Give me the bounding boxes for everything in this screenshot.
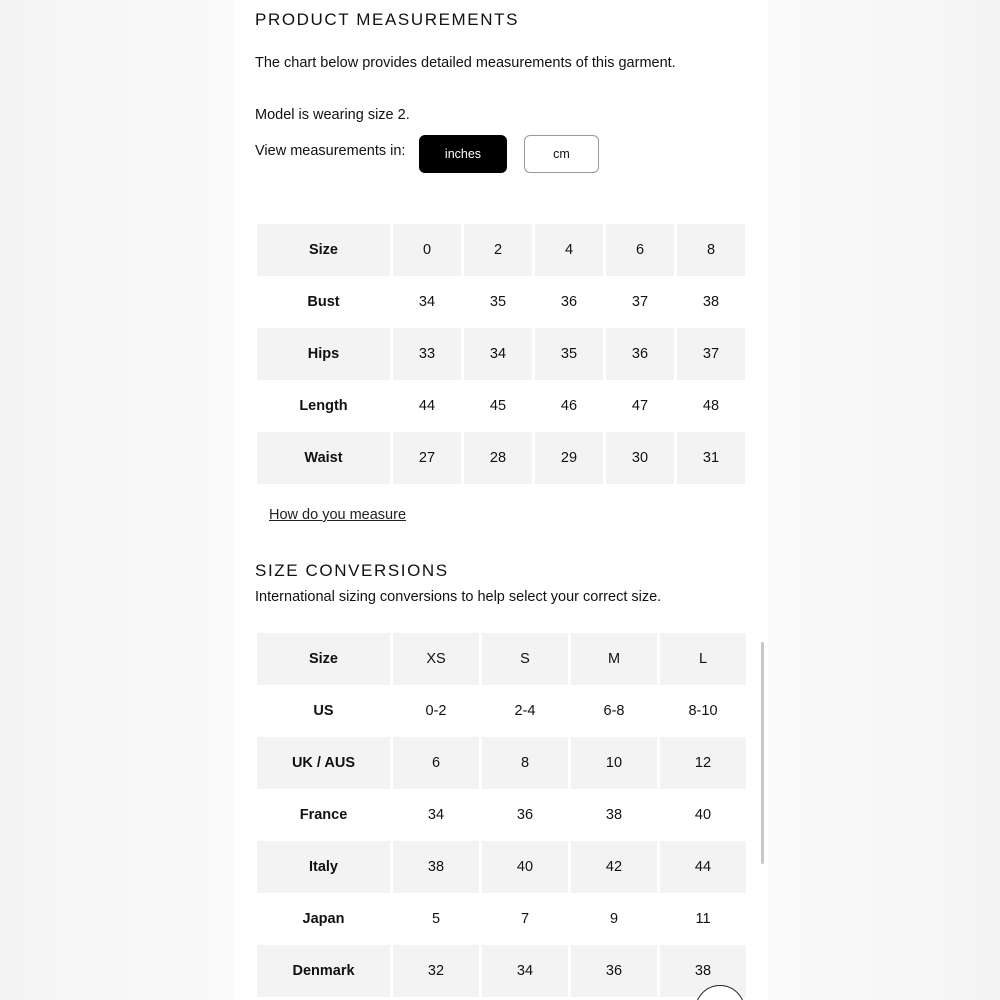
value-cell: 34	[482, 945, 568, 997]
value-cell: 7	[520, 911, 530, 927]
value-cell: 36	[516, 807, 534, 823]
measurements-table	[254, 224, 748, 484]
value-cell: 6	[393, 737, 479, 789]
value-cell: 48	[702, 398, 720, 414]
value-cell: 34	[427, 807, 445, 823]
table-row	[257, 276, 745, 328]
value-cell: 37	[677, 328, 745, 380]
backdrop-left	[0, 0, 234, 1000]
value-cell: 6-8	[603, 703, 625, 719]
value-cell: 32	[393, 945, 479, 997]
size-cell: 0	[393, 224, 461, 276]
cm-button[interactable]: cm	[524, 135, 599, 173]
value-cell: 40	[482, 841, 568, 893]
row-header: Italy	[257, 841, 390, 893]
conversions-table	[254, 633, 749, 997]
unit-toggle-label: View measurements in:	[255, 143, 406, 159]
size-guide-panel	[234, 0, 768, 1000]
value-cell: 5	[431, 911, 441, 927]
value-cell: 34	[464, 328, 532, 380]
product-measurements-heading: PRODUCT MEASUREMENTS	[255, 10, 520, 29]
measurements-intro: The chart below provides detailed measurements of this garment.	[255, 55, 676, 71]
size-cell: L	[660, 633, 746, 685]
value-cell: 8-10	[688, 703, 718, 719]
value-cell: 8	[482, 737, 568, 789]
value-cell: 27	[393, 432, 461, 484]
value-cell: 36	[606, 328, 674, 380]
row-header: France	[299, 807, 348, 823]
row-header: Japan	[302, 911, 345, 927]
table-row	[257, 685, 746, 737]
size-cell: S	[482, 633, 568, 685]
size-cell: 2	[464, 224, 532, 276]
table-row	[257, 432, 745, 484]
value-cell: 30	[606, 432, 674, 484]
value-cell: 0-2	[425, 703, 447, 719]
value-cell: 38	[660, 945, 746, 997]
row-header: Denmark	[257, 945, 390, 997]
value-cell: 46	[560, 398, 578, 414]
value-cell: 12	[660, 737, 746, 789]
row-header: Length	[299, 398, 348, 414]
value-cell: 45	[489, 398, 507, 414]
backdrop-right	[768, 0, 1000, 1000]
table-row	[257, 328, 745, 380]
size-cell: XS	[393, 633, 479, 685]
row-header: Bust	[307, 294, 340, 310]
value-cell: 2-4	[514, 703, 536, 719]
value-cell: 40	[694, 807, 712, 823]
value-cell: 28	[464, 432, 532, 484]
how-to-measure-link[interactable]: How do you measure	[269, 507, 407, 523]
scrollbar[interactable]	[761, 642, 764, 864]
value-cell: 44	[660, 841, 746, 893]
value-cell: 44	[418, 398, 436, 414]
value-cell: 37	[631, 294, 649, 310]
size-cell: 8	[677, 224, 745, 276]
conversions-intro: International sizing conversions to help select your correct size.	[255, 589, 662, 605]
value-cell: 42	[571, 841, 657, 893]
size-cell: 6	[606, 224, 674, 276]
table-row	[257, 893, 746, 945]
table-row	[257, 224, 745, 276]
row-header: UK / AUS	[257, 737, 390, 789]
value-cell: 36	[571, 945, 657, 997]
value-cell: 29	[535, 432, 603, 484]
value-cell: 38	[393, 841, 479, 893]
value-cell: 38	[702, 294, 720, 310]
row-header: Size	[257, 633, 390, 685]
inches-button[interactable]: inches	[419, 135, 507, 173]
table-row	[257, 737, 746, 789]
model-size-note: Model is wearing size 2.	[255, 107, 410, 123]
value-cell: 33	[393, 328, 461, 380]
value-cell: 9	[609, 911, 619, 927]
value-cell: 47	[631, 398, 649, 414]
table-row	[257, 789, 746, 841]
value-cell: 31	[677, 432, 745, 484]
table-row	[257, 380, 745, 432]
value-cell: 34	[418, 294, 436, 310]
value-cell: 35	[489, 294, 507, 310]
row-header: Waist	[257, 432, 390, 484]
table-row	[257, 945, 746, 997]
value-cell: 35	[535, 328, 603, 380]
value-cell: 36	[560, 294, 578, 310]
row-header: US	[313, 703, 334, 719]
value-cell: 10	[571, 737, 657, 789]
table-row	[257, 841, 746, 893]
value-cell: 11	[695, 911, 711, 927]
size-cell: M	[571, 633, 657, 685]
size-cell: 4	[535, 224, 603, 276]
size-conversions-heading: SIZE CONVERSIONS	[255, 561, 449, 580]
value-cell: 38	[605, 807, 623, 823]
row-header: Hips	[257, 328, 390, 380]
row-header: Size	[257, 224, 390, 276]
unit-toggle	[255, 135, 655, 175]
table-row	[257, 633, 746, 685]
